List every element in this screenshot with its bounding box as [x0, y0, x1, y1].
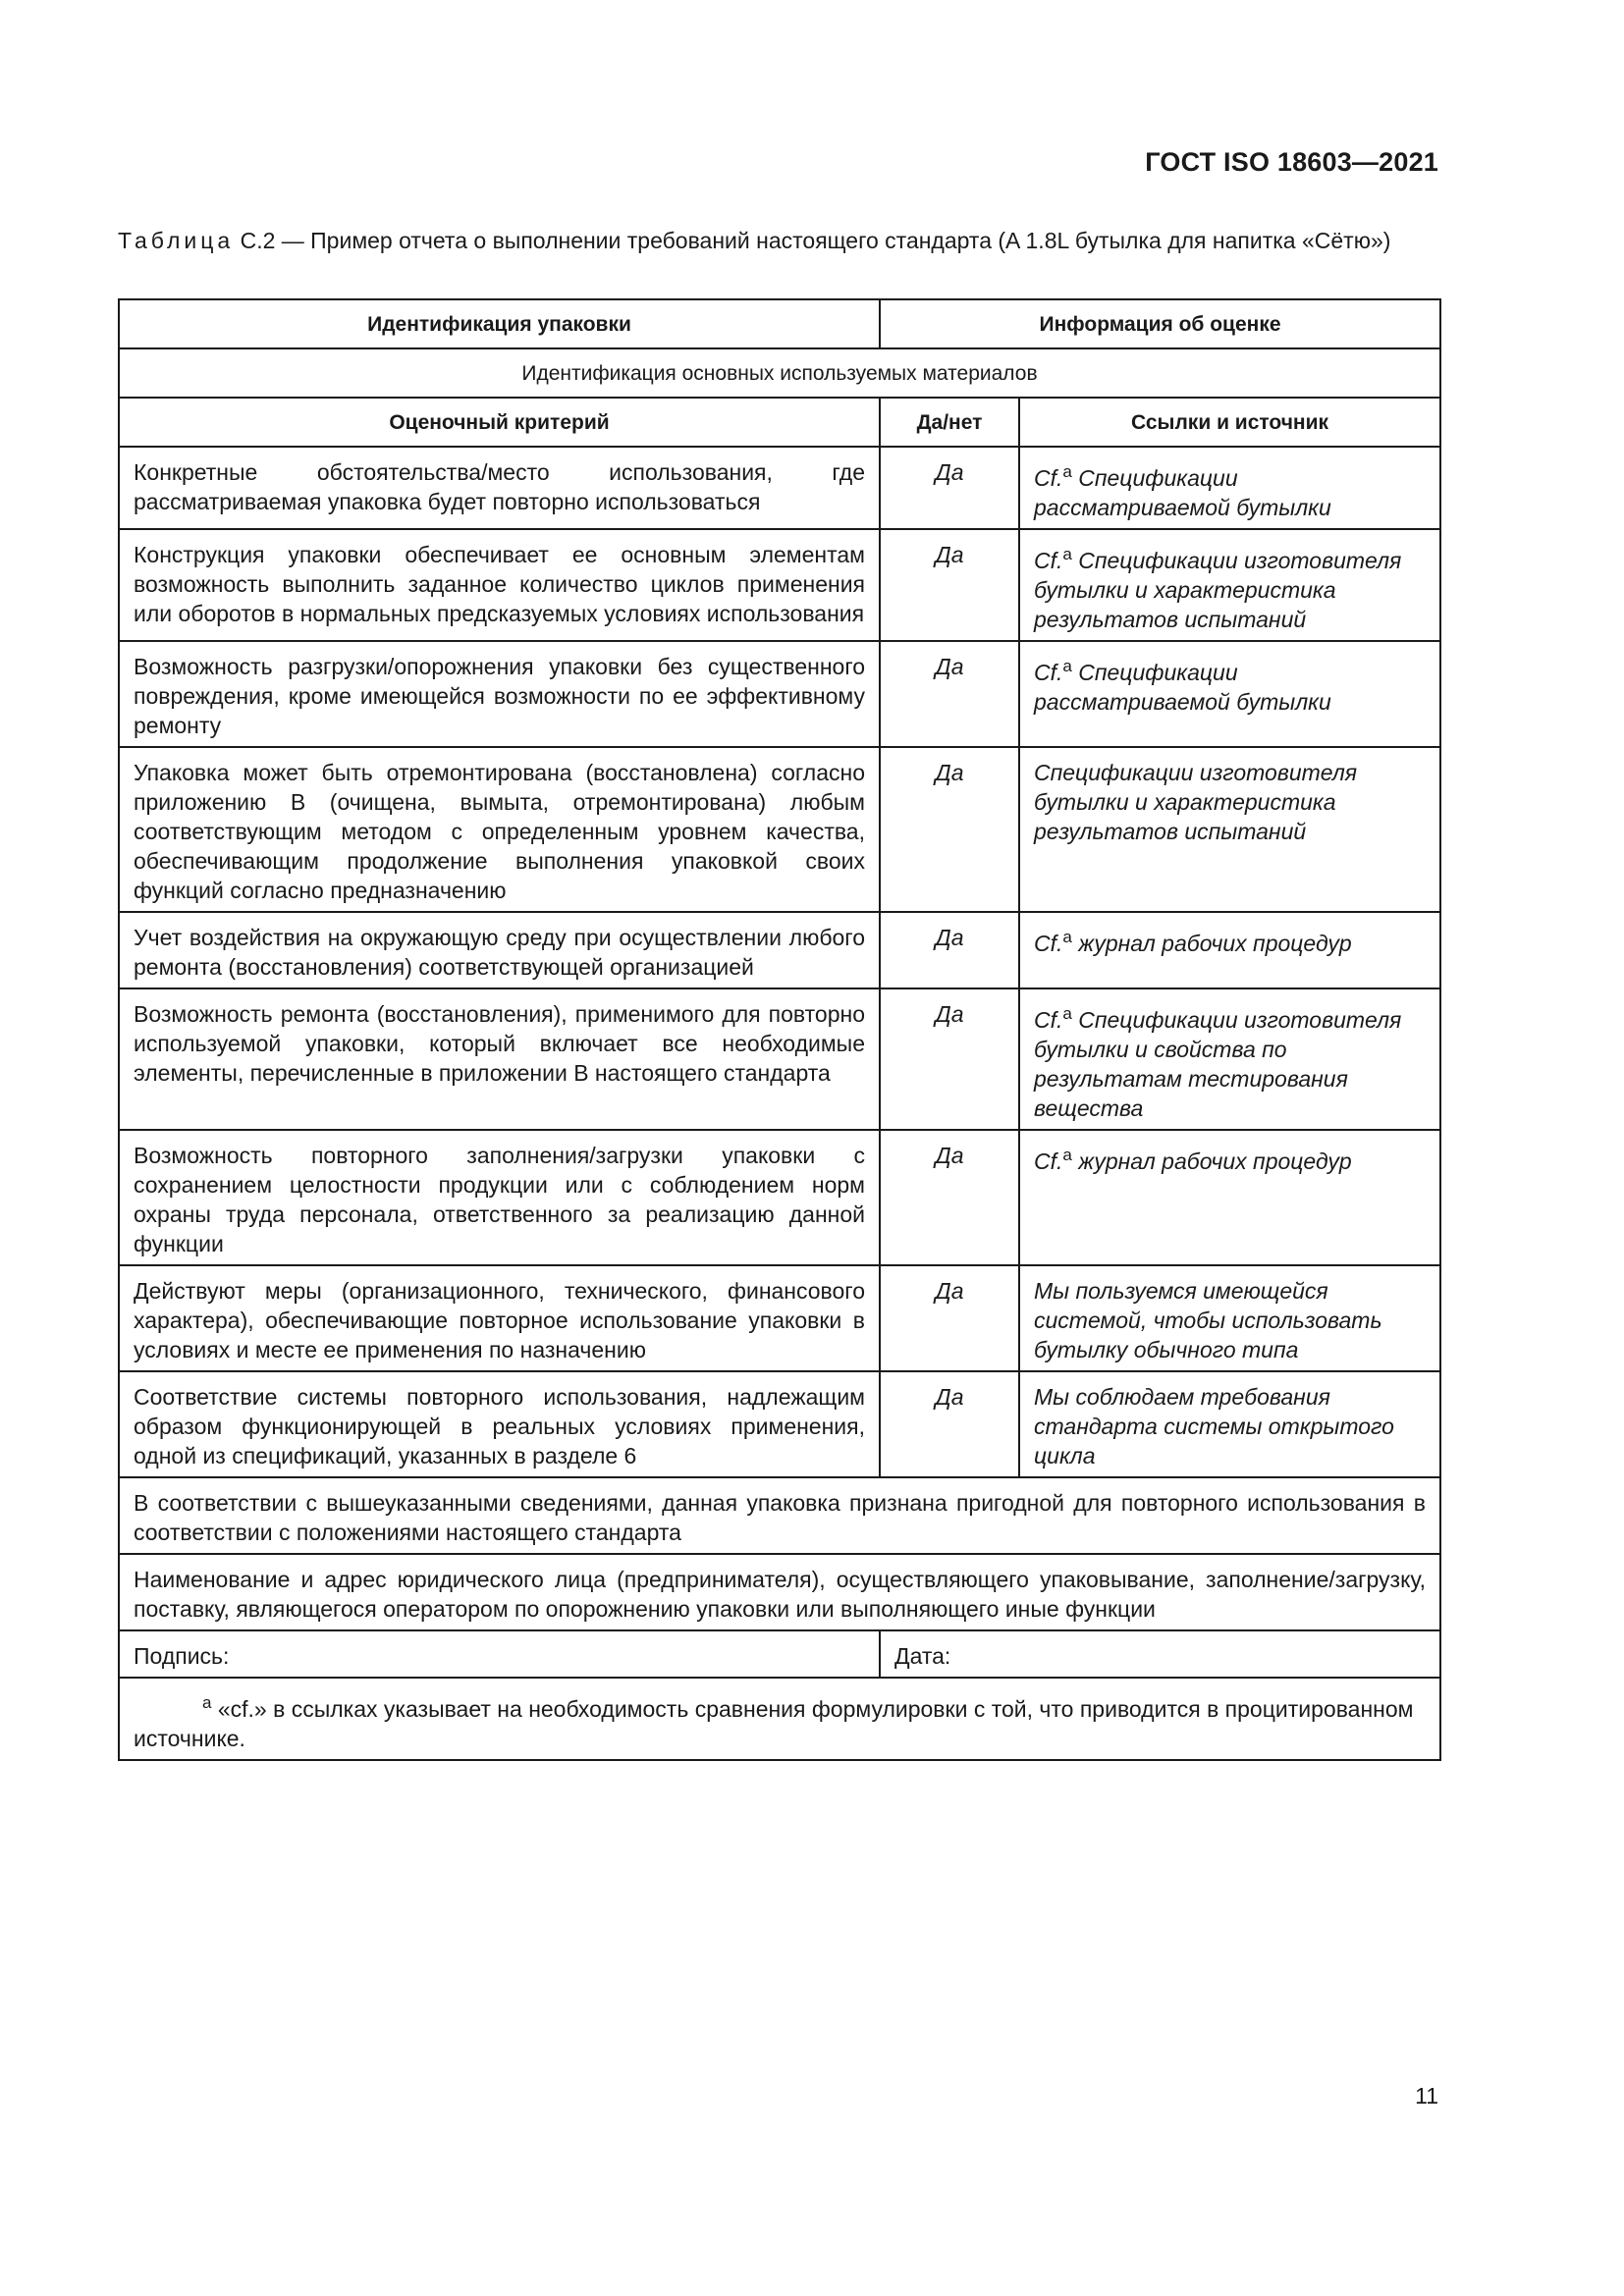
criterion-cell: Возможность разгрузки/опорожнения упаковки без существенного повреждения, кроме имеющейся возможности по ее эффективному ремонту: [119, 641, 880, 747]
reference-text: журнал рабочих процедур: [1078, 931, 1352, 956]
answer-cell: Да: [880, 1130, 1019, 1265]
reference-text: Спецификации изготовителя бутылки и свойства по результатам тестирования вещества: [1034, 1007, 1402, 1121]
date-label: Дата:: [880, 1630, 1440, 1678]
footnote-reference: a: [1062, 657, 1072, 675]
report-table-footer: [119, 1477, 1440, 1760]
cf-prefix: Cf.: [1034, 548, 1063, 573]
reference-text: журнал рабочих процедур: [1078, 1148, 1352, 1174]
criteria-rows: [119, 447, 1440, 1477]
criterion-cell: Учет воздействия на окружающую среду при осуществлении любого ремонта (восстановления) соответствующей организацией: [119, 912, 880, 988]
reference-cell: [1019, 447, 1440, 529]
answer-cell: Да: [880, 529, 1019, 641]
footnote-reference: a: [1062, 1146, 1072, 1164]
table-caption-label: Таблица: [118, 228, 235, 253]
footnote-row: [119, 1678, 1440, 1760]
table-row: [119, 641, 1440, 747]
report-table-body: [119, 299, 1440, 447]
column-header-criterion: Оценочный критерий: [119, 398, 880, 447]
page-number: 11: [1415, 2083, 1438, 2109]
reference-text: Спецификации изготовителя бутылки и характеристика результатов испытаний: [1034, 548, 1402, 632]
signature-row: [119, 1630, 1440, 1678]
table-row: [119, 747, 1440, 912]
footnote-marker: a: [202, 1693, 212, 1712]
answer-cell: Да: [880, 447, 1019, 529]
materials-row-label: Идентификация основных используемых материалов: [119, 348, 1440, 398]
table-caption: [118, 226, 1438, 255]
answer-cell: Да: [880, 747, 1019, 912]
answer-cell: Да: [880, 641, 1019, 747]
answer-cell: Да: [880, 988, 1019, 1130]
answer-cell: Да: [880, 1371, 1019, 1477]
conclusion-row: [119, 1477, 1440, 1554]
header-package-identification: Идентификация упаковки: [119, 299, 880, 348]
footnote-reference: a: [1062, 1004, 1072, 1023]
conclusion-text: В соответствии с вышеуказанными сведениями, данная упаковка признана пригодной для повторного использования в соответствии с положениями настоящего стандарта: [119, 1477, 1440, 1554]
footnote-reference: a: [1062, 928, 1072, 946]
materials-row: [119, 348, 1440, 398]
criterion-cell: Действуют меры (организационного, технического, финансового характера), обеспечивающие повторное использование упаковки в условиях и месте ее применения по назначению: [119, 1265, 880, 1371]
cf-prefix: Cf.: [1034, 660, 1063, 685]
footnote-reference: a: [1062, 462, 1072, 481]
table-row: [119, 1130, 1440, 1265]
table-row: [119, 447, 1440, 529]
answer-cell: Да: [880, 912, 1019, 988]
document-standard-header: ГОСТ ISO 18603—2021: [1145, 147, 1438, 177]
criterion-cell: Конкретные обстоятельства/место использования, где рассматриваемая упаковка будет повторно использоваться: [119, 447, 880, 529]
operator-text: Наименование и адрес юридического лица (предпринимателя), осуществляющего упаковывание, заполнение/загрузку, поставку, являющегося оператором по опорожнению упаковки или выполняющего иные функции: [119, 1554, 1440, 1630]
table-row: [119, 988, 1440, 1130]
table-caption-text: С.2 — Пример отчета о выполнении требований настоящего стандарта (A 1.8L бутылка для напитка «Сётю»): [234, 228, 1391, 253]
reference-text: Спецификации изготовителя бутылки и характеристика результатов испытаний: [1034, 760, 1358, 844]
column-header-row: [119, 398, 1440, 447]
table-row: [119, 529, 1440, 641]
criterion-cell: Конструкция упаковки обеспечивает ее основным элементам возможность выполнить заданное количество циклов применения или оборотов в нормальных предсказуемых условиях использования: [119, 529, 880, 641]
footnote-cell: [119, 1678, 1440, 1760]
reference-text: Мы пользуемся имеющейся системой, чтобы использовать бутылку обычного типа: [1034, 1278, 1382, 1362]
table-header-row: [119, 299, 1440, 348]
reference-cell: [1019, 641, 1440, 747]
cf-prefix: Cf.: [1034, 1007, 1063, 1033]
reference-cell: [1019, 529, 1440, 641]
criterion-cell: Возможность повторного заполнения/загрузки упаковки с сохранением целостности продукции или с соблюдением норм охраны труда персонала, ответственного за реализацию данной функции: [119, 1130, 880, 1265]
reference-cell: [1019, 988, 1440, 1130]
reference-cell: [1019, 912, 1440, 988]
header-assessment-info: Информация об оценке: [880, 299, 1440, 348]
reference-cell: [1019, 747, 1440, 912]
table-row: [119, 1265, 1440, 1371]
signature-label: Подпись:: [119, 1630, 880, 1678]
footnote-text: «cf.» в ссылках указывает на необходимость сравнения формулировки с той, что приводится в процитированном источнике.: [134, 1696, 1414, 1751]
reference-text: Спецификации рассматриваемой бутылки: [1034, 660, 1331, 715]
criterion-cell: Упаковка может быть отремонтирована (восстановлена) согласно приложению B (очищена, вымыта, отремонтирована) любым соответствующим методом с определенным уровнем качества, обеспечивающим продолжение выполнения упаковкой своих функций согласно предназначению: [119, 747, 880, 912]
reference-cell: [1019, 1265, 1440, 1371]
column-header-references: Ссылки и источник: [1019, 398, 1440, 447]
criterion-cell: Соответствие системы повторного использования, надлежащим образом функционирующей в реальных условиях применения, одной из спецификаций, указанных в разделе 6: [119, 1371, 880, 1477]
criterion-cell: Возможность ремонта (восстановления), применимого для повторно используемой упаковки, который включает все необходимые элементы, перечисленные в приложении B настоящего стандарта: [119, 988, 880, 1130]
cf-prefix: Cf.: [1034, 1148, 1063, 1174]
table-row: [119, 1371, 1440, 1477]
reference-cell: [1019, 1130, 1440, 1265]
cf-prefix: Cf.: [1034, 465, 1063, 491]
report-table: [118, 298, 1441, 1761]
cf-prefix: Cf.: [1034, 931, 1063, 956]
answer-cell: Да: [880, 1265, 1019, 1371]
reference-cell: [1019, 1371, 1440, 1477]
reference-text: Спецификации рассматриваемой бутылки: [1034, 465, 1331, 520]
reference-text: Мы соблюдаем требования стандарта системы открытого цикла: [1034, 1384, 1394, 1468]
footnote-reference: a: [1062, 545, 1072, 563]
operator-row: [119, 1554, 1440, 1630]
column-header-yesno: Да/нет: [880, 398, 1019, 447]
table-row: [119, 912, 1440, 988]
